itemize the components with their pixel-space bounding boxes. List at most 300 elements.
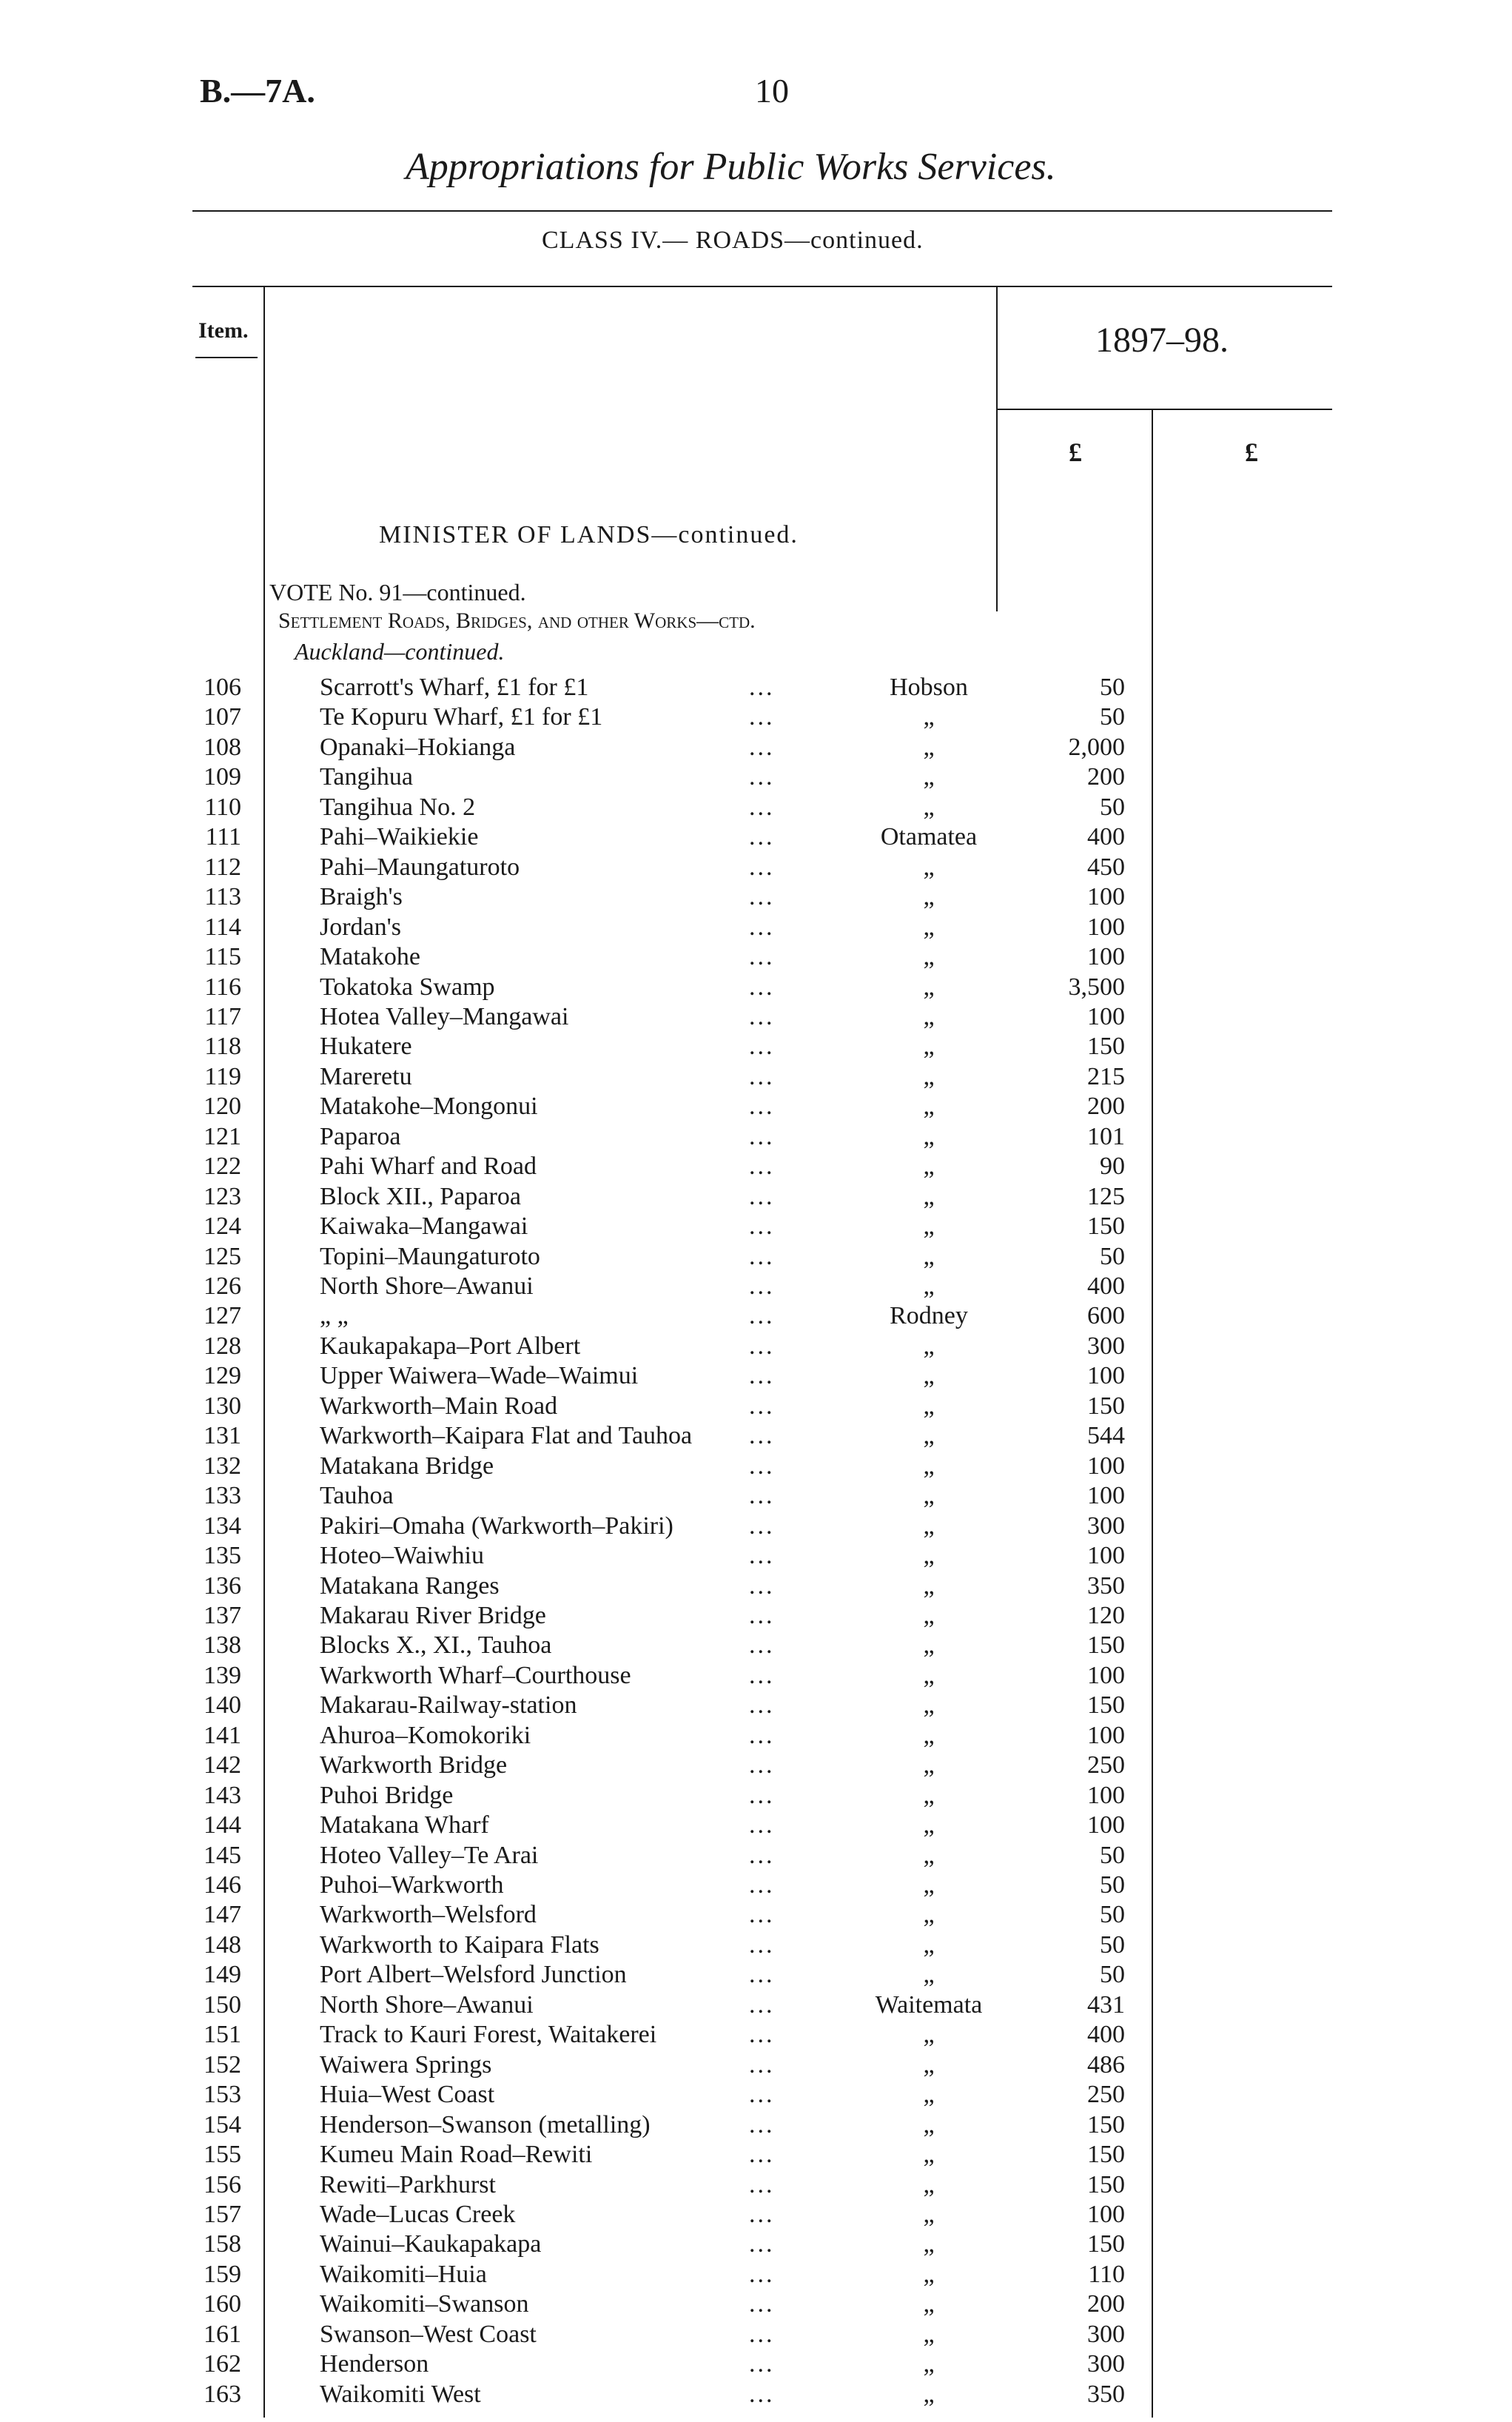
item-number: 120 [204, 1093, 241, 1121]
county-name: „ [923, 1182, 935, 1210]
table-row [0, 1362, 1512, 1392]
table-row [0, 703, 1512, 733]
leader-dots: ... [749, 823, 775, 851]
leader-dots: ... [749, 1811, 775, 1839]
table-row [0, 1123, 1512, 1153]
leader-dots: ... [749, 1990, 775, 2019]
item-number: 144 [204, 1811, 241, 1839]
item-number: 147 [204, 1901, 241, 1929]
leader-dots: ... [749, 1332, 775, 1360]
leader-dots: ... [749, 1362, 775, 1390]
amount-value: 3,500 [1068, 973, 1125, 1001]
county-name: Rodney [890, 1302, 968, 1330]
table-row [0, 1751, 1512, 1781]
item-number: 151 [204, 2021, 241, 2049]
work-description: Paparoa [320, 1122, 401, 1150]
item-number: 141 [204, 1721, 241, 1749]
county-name: „ [923, 853, 935, 881]
amount-value: 100 [1087, 913, 1125, 941]
item-number: 138 [204, 1631, 241, 1660]
amount-value: 150 [1087, 1691, 1125, 1720]
amount-value: 50 [1100, 674, 1125, 701]
work-description: Tokatoka Swamp [320, 973, 495, 1001]
county-name: „ [923, 2350, 935, 2378]
table-row [0, 1961, 1512, 1990]
amount-value: 100 [1087, 2200, 1125, 2228]
item-number: 108 [204, 733, 241, 761]
title-rule [192, 210, 1332, 212]
work-description: Matakana Bridge [320, 1452, 494, 1480]
item-number: 137 [204, 1601, 241, 1629]
table-row [0, 1811, 1512, 1841]
work-description: Tauhoa [320, 1482, 394, 1510]
table-row [0, 1063, 1512, 1093]
leader-dots: ... [749, 1482, 775, 1510]
table-row [0, 1572, 1512, 1602]
item-number: 143 [204, 1781, 241, 1809]
work-description: „ „ [320, 1302, 349, 1330]
leader-dots: ... [749, 763, 775, 791]
item-number: 118 [204, 1033, 241, 1061]
county-name: „ [923, 1392, 935, 1420]
work-description: Wade–Lucas Creek [320, 2200, 516, 2228]
leader-dots: ... [749, 1631, 775, 1660]
table-row [0, 1003, 1512, 1033]
county-name: „ [923, 1122, 935, 1150]
county-name: „ [923, 1601, 935, 1629]
county-name: „ [923, 1062, 935, 1090]
table-row [0, 883, 1512, 913]
item-number: 124 [204, 1212, 241, 1241]
work-description: Warkworth Wharf–Courthouse [320, 1661, 631, 1689]
leader-dots: ... [749, 703, 775, 731]
leader-dots: ... [749, 1901, 775, 1929]
amount-value: 300 [1087, 2320, 1125, 2348]
leader-dots: ... [749, 2110, 775, 2138]
table-row [0, 1722, 1512, 1751]
table-row [0, 1512, 1512, 1542]
item-number: 155 [204, 2141, 241, 2169]
county-name: „ [923, 1871, 935, 1899]
table-row [0, 1901, 1512, 1930]
county-name: „ [923, 2380, 935, 2408]
county-name: „ [923, 1721, 935, 1749]
amount-value: 200 [1087, 763, 1125, 791]
county-name: „ [923, 2320, 935, 2348]
year-column-header: 1897–98. [1095, 321, 1229, 360]
work-description: Huia–West Coast [320, 2081, 495, 2109]
work-description: Mareretu [320, 1062, 412, 1090]
county-name: „ [923, 733, 935, 761]
leader-dots: ... [749, 1721, 775, 1749]
work-description: Warkworth–Welsford [320, 1901, 537, 1929]
leader-dots: ... [749, 1661, 775, 1689]
leader-dots: ... [749, 1062, 775, 1090]
work-description: North Shore–Awanui [320, 1272, 534, 1300]
amount-value: 250 [1087, 2081, 1125, 2109]
county-name: „ [923, 1482, 935, 1510]
leader-dots: ... [749, 1033, 775, 1061]
county-name: „ [923, 913, 935, 941]
work-description: Matakohe [320, 943, 420, 971]
table-row [0, 1392, 1512, 1422]
amount-column-divider [996, 286, 998, 611]
item-column-header: Item. [198, 318, 249, 343]
county-name: „ [923, 1631, 935, 1660]
county-name: Hobson [890, 674, 968, 701]
county-name: „ [923, 2141, 935, 2169]
table-row [0, 794, 1512, 823]
item-number: 153 [204, 2081, 241, 2109]
amount-value: 100 [1087, 883, 1125, 911]
work-description: Hotea Valley–Mangawai [320, 1002, 569, 1030]
item-number: 145 [204, 1841, 241, 1869]
item-number: 126 [204, 1272, 241, 1300]
county-name: „ [923, 1512, 935, 1540]
work-description: Kaiwaka–Mangawai [320, 1212, 528, 1241]
leader-dots: ... [749, 973, 775, 1001]
item-number: 146 [204, 1871, 241, 1899]
county-name: „ [923, 2170, 935, 2198]
amount-value: 100 [1087, 1781, 1125, 1809]
work-description: Puhoi Bridge [320, 1781, 454, 1809]
work-description: Scarrott's Wharf, £1 for £1 [320, 674, 589, 701]
county-name: „ [923, 1811, 935, 1839]
leader-dots: ... [749, 1302, 775, 1330]
work-description: Kaukapakapa–Port Albert [320, 1332, 581, 1360]
county-name: „ [923, 883, 935, 911]
item-number: 129 [204, 1362, 241, 1390]
table-row [0, 1662, 1512, 1691]
leader-dots: ... [749, 1212, 775, 1241]
item-number: 149 [204, 1961, 241, 1989]
item-number: 115 [204, 943, 241, 971]
work-description: Ahuroa–Komokoriki [320, 1721, 531, 1749]
table-row [0, 1243, 1512, 1272]
item-number: 130 [204, 1392, 241, 1420]
leader-dots: ... [749, 1691, 775, 1720]
county-name: „ [923, 1002, 935, 1030]
table-row [0, 1093, 1512, 1122]
document-reference: B.—7A. [200, 72, 315, 110]
settlement-heading: Settlement Roads, Bridges, and other Works—ctd. [278, 608, 756, 633]
leader-dots: ... [749, 1452, 775, 1480]
leader-dots: ... [749, 1122, 775, 1150]
district-heading: Auckland—continued. [295, 638, 505, 665]
vote-heading: VOTE No. 91—continued. [269, 579, 526, 606]
leader-dots: ... [749, 1781, 775, 1809]
work-description: Tangihua [320, 763, 414, 791]
amount-value: 150 [1087, 1033, 1125, 1061]
table-row [0, 1602, 1512, 1631]
leader-dots: ... [749, 2050, 775, 2079]
amount-value: 431 [1087, 1990, 1125, 2019]
item-number: 116 [204, 973, 241, 1001]
item-number: 132 [204, 1452, 241, 1480]
work-description: Puhoi–Warkworth [320, 1871, 504, 1899]
county-name: „ [923, 2200, 935, 2228]
table-row [0, 1871, 1512, 1901]
item-number: 114 [204, 913, 241, 941]
leader-dots: ... [749, 2380, 775, 2408]
work-description: Waikomiti–Huia [320, 2260, 487, 2288]
amount-value: 150 [1087, 2141, 1125, 2169]
table-row [0, 2141, 1512, 2170]
county-name: Otamatea [880, 823, 978, 851]
amount-value: 150 [1087, 2230, 1125, 2258]
item-number: 110 [204, 793, 241, 821]
work-description: Pahi Wharf and Road [320, 1153, 537, 1181]
class-rule [192, 286, 1332, 287]
amount-value: 150 [1087, 2170, 1125, 2198]
amount-value: 300 [1087, 2350, 1125, 2378]
county-name: „ [923, 2230, 935, 2258]
county-name: „ [923, 943, 935, 971]
county-name: „ [923, 1961, 935, 1989]
amount-value: 125 [1087, 1182, 1125, 1210]
work-description: Block XII., Paparoa [320, 1182, 521, 1210]
amount-value: 215 [1087, 1062, 1125, 1090]
item-number: 107 [204, 703, 241, 731]
county-name: „ [923, 1841, 935, 1869]
work-description: Pahi–Waikiekie [320, 823, 479, 851]
item-number: 140 [204, 1691, 241, 1720]
table-row [0, 2051, 1512, 2081]
leader-dots: ... [749, 1392, 775, 1420]
county-name: „ [923, 1691, 935, 1720]
table-row [0, 1302, 1512, 1332]
amount-value: 350 [1087, 1571, 1125, 1600]
pound-sign-right: £ [1245, 437, 1258, 467]
work-description: Matakana Wharf [320, 1811, 489, 1839]
item-number: 106 [204, 674, 241, 701]
county-name: „ [923, 1452, 935, 1480]
county-name: „ [923, 2110, 935, 2138]
county-name: „ [923, 1661, 935, 1689]
amount-value: 50 [1100, 1871, 1125, 1899]
work-description: Tangihua No. 2 [320, 793, 476, 821]
amount-value: 400 [1087, 823, 1125, 851]
amount-value: 101 [1087, 1122, 1125, 1150]
amount-value: 150 [1087, 1631, 1125, 1660]
leader-dots: ... [749, 1542, 775, 1570]
work-description: Makarau River Bridge [320, 1601, 546, 1629]
class-heading: CLASS IV.— ROADS—continued. [542, 227, 924, 254]
table-row [0, 853, 1512, 883]
amount-value: 400 [1087, 1272, 1125, 1300]
table-row [0, 1691, 1512, 1721]
work-description: Swanson–West Coast [320, 2320, 537, 2348]
amount-value: 600 [1087, 1302, 1125, 1330]
table-row [0, 763, 1512, 793]
work-description: Waikomiti–Swanson [320, 2290, 529, 2318]
leader-dots: ... [749, 2200, 775, 2228]
work-description: Warkworth–Kaipara Flat and Tauhoa [320, 1422, 693, 1450]
leader-dots: ... [749, 2320, 775, 2348]
leader-dots: ... [749, 1242, 775, 1270]
leader-dots: ... [749, 2350, 775, 2378]
table-row [0, 1272, 1512, 1302]
table-row [0, 734, 1512, 763]
leader-dots: ... [749, 913, 775, 941]
amount-value: 200 [1087, 1093, 1125, 1121]
item-number: 123 [204, 1182, 241, 1210]
pound-sign-left: £ [1069, 437, 1082, 467]
county-name: „ [923, 1033, 935, 1061]
table-row [0, 2261, 1512, 2290]
item-number: 111 [205, 823, 241, 851]
amount-value: 486 [1087, 2050, 1125, 2079]
item-number: 127 [204, 1302, 241, 1330]
leader-dots: ... [749, 1182, 775, 1210]
leader-dots: ... [749, 1153, 775, 1181]
item-number: 113 [204, 883, 241, 911]
amount-value: 200 [1087, 2290, 1125, 2318]
table-row [0, 1033, 1512, 1062]
minister-heading: MINISTER OF LANDS—continued. [379, 521, 799, 549]
table-row [0, 2350, 1512, 2380]
item-number: 131 [204, 1422, 241, 1450]
table-row [0, 823, 1512, 853]
work-description: Pakiri–Omaha (Warkworth–Pakiri) [320, 1512, 673, 1540]
table-row [0, 2021, 1512, 2050]
table-row [0, 973, 1512, 1003]
item-number: 119 [204, 1062, 241, 1090]
leader-dots: ... [749, 1930, 775, 1959]
amount-value: 50 [1100, 1961, 1125, 1989]
work-description: Jordan's [320, 913, 402, 941]
amount-value: 350 [1087, 2380, 1125, 2408]
work-description: Hoteo Valley–Te Arai [320, 1841, 539, 1869]
amount-value: 100 [1087, 1452, 1125, 1480]
amount-value: 50 [1100, 1242, 1125, 1270]
item-number: 128 [204, 1332, 241, 1360]
work-description: Blocks X., XI., Tauhoa [320, 1631, 552, 1660]
leader-dots: ... [749, 793, 775, 821]
county-name: „ [923, 1571, 935, 1600]
county-name: „ [923, 1901, 935, 1929]
item-number: 135 [204, 1542, 241, 1570]
work-description: Hukatere [320, 1033, 412, 1061]
county-name: „ [923, 763, 935, 791]
leader-dots: ... [749, 883, 775, 911]
year-header-underline [996, 409, 1332, 410]
table-row [0, 1212, 1512, 1242]
amount-value: 90 [1100, 1153, 1125, 1181]
table-row [0, 1991, 1512, 2021]
work-description: Topini–Maungaturoto [320, 1242, 540, 1270]
amount-value: 400 [1087, 2021, 1125, 2049]
item-number: 159 [204, 2260, 241, 2288]
leader-dots: ... [749, 674, 775, 701]
item-number: 163 [204, 2380, 241, 2408]
amount-value: 100 [1087, 1721, 1125, 1749]
table-row [0, 2321, 1512, 2350]
amount-value: 100 [1087, 1661, 1125, 1689]
item-number: 139 [204, 1661, 241, 1689]
item-number: 162 [204, 2350, 241, 2378]
county-name: „ [923, 1212, 935, 1241]
work-description: Matakohe–Mongonui [320, 1093, 538, 1121]
amount-value: 100 [1087, 943, 1125, 971]
county-name: Waitemata [875, 1990, 983, 2019]
item-number: 154 [204, 2110, 241, 2138]
county-name: „ [923, 703, 935, 731]
item-header-underline [195, 357, 258, 358]
amount-value: 300 [1087, 1512, 1125, 1540]
item-number: 152 [204, 2050, 241, 2079]
work-description: Opanaki–Hokianga [320, 733, 516, 761]
county-name: „ [923, 973, 935, 1001]
work-description: Kumeu Main Road–Rewiti [320, 2141, 593, 2169]
leader-dots: ... [749, 1751, 775, 1779]
item-number: 157 [204, 2200, 241, 2228]
table-row [0, 1842, 1512, 1871]
leader-dots: ... [749, 2141, 775, 2169]
amount-value: 100 [1087, 1811, 1125, 1839]
amount-value: 110 [1088, 2260, 1125, 2288]
table-row [0, 1542, 1512, 1571]
item-number: 121 [204, 1122, 241, 1150]
county-name: „ [923, 1153, 935, 1181]
table-row [0, 674, 1512, 703]
work-description: Makarau-Railway-station [320, 1691, 577, 1720]
table-row [0, 2290, 1512, 2320]
item-number: 148 [204, 1930, 241, 1959]
table-row [0, 2111, 1512, 2141]
item-number: 122 [204, 1153, 241, 1181]
county-name: „ [923, 1362, 935, 1390]
item-number: 160 [204, 2290, 241, 2318]
amount-value: 50 [1100, 1930, 1125, 1959]
work-description: Te Kopuru Wharf, £1 for £1 [320, 703, 603, 731]
county-name: „ [923, 1332, 935, 1360]
table-row [0, 1631, 1512, 1661]
county-name: „ [923, 1242, 935, 1270]
work-description: Henderson–Swanson (metalling) [320, 2110, 651, 2138]
leader-dots: ... [749, 2021, 775, 2049]
work-description: Warkworth to Kaipara Flats [320, 1930, 599, 1959]
work-description: Henderson [320, 2350, 429, 2378]
amount-value: 100 [1087, 1542, 1125, 1570]
leader-dots: ... [749, 2230, 775, 2258]
work-description: Warkworth Bridge [320, 1751, 508, 1779]
item-number: 133 [204, 1482, 241, 1510]
item-number: 125 [204, 1242, 241, 1270]
work-description: Matakana Ranges [320, 1571, 500, 1600]
leader-dots: ... [749, 853, 775, 881]
table-row [0, 2081, 1512, 2110]
leader-dots: ... [749, 2260, 775, 2288]
table-row [0, 913, 1512, 943]
item-number: 109 [204, 763, 241, 791]
amount-value: 50 [1100, 703, 1125, 731]
leader-dots: ... [749, 1422, 775, 1450]
item-number: 134 [204, 1512, 241, 1540]
county-name: „ [923, 1751, 935, 1779]
amount-value: 50 [1100, 1841, 1125, 1869]
leader-dots: ... [749, 2170, 775, 2198]
leader-dots: ... [749, 733, 775, 761]
table-row [0, 1183, 1512, 1212]
leader-dots: ... [749, 1961, 775, 1989]
table-row [0, 2171, 1512, 2201]
work-description: Wainui–Kaukapakapa [320, 2230, 542, 2258]
county-name: „ [923, 1422, 935, 1450]
amount-value: 50 [1100, 1901, 1125, 1929]
work-description: Pahi–Maungaturoto [320, 853, 520, 881]
item-number: 161 [204, 2320, 241, 2348]
